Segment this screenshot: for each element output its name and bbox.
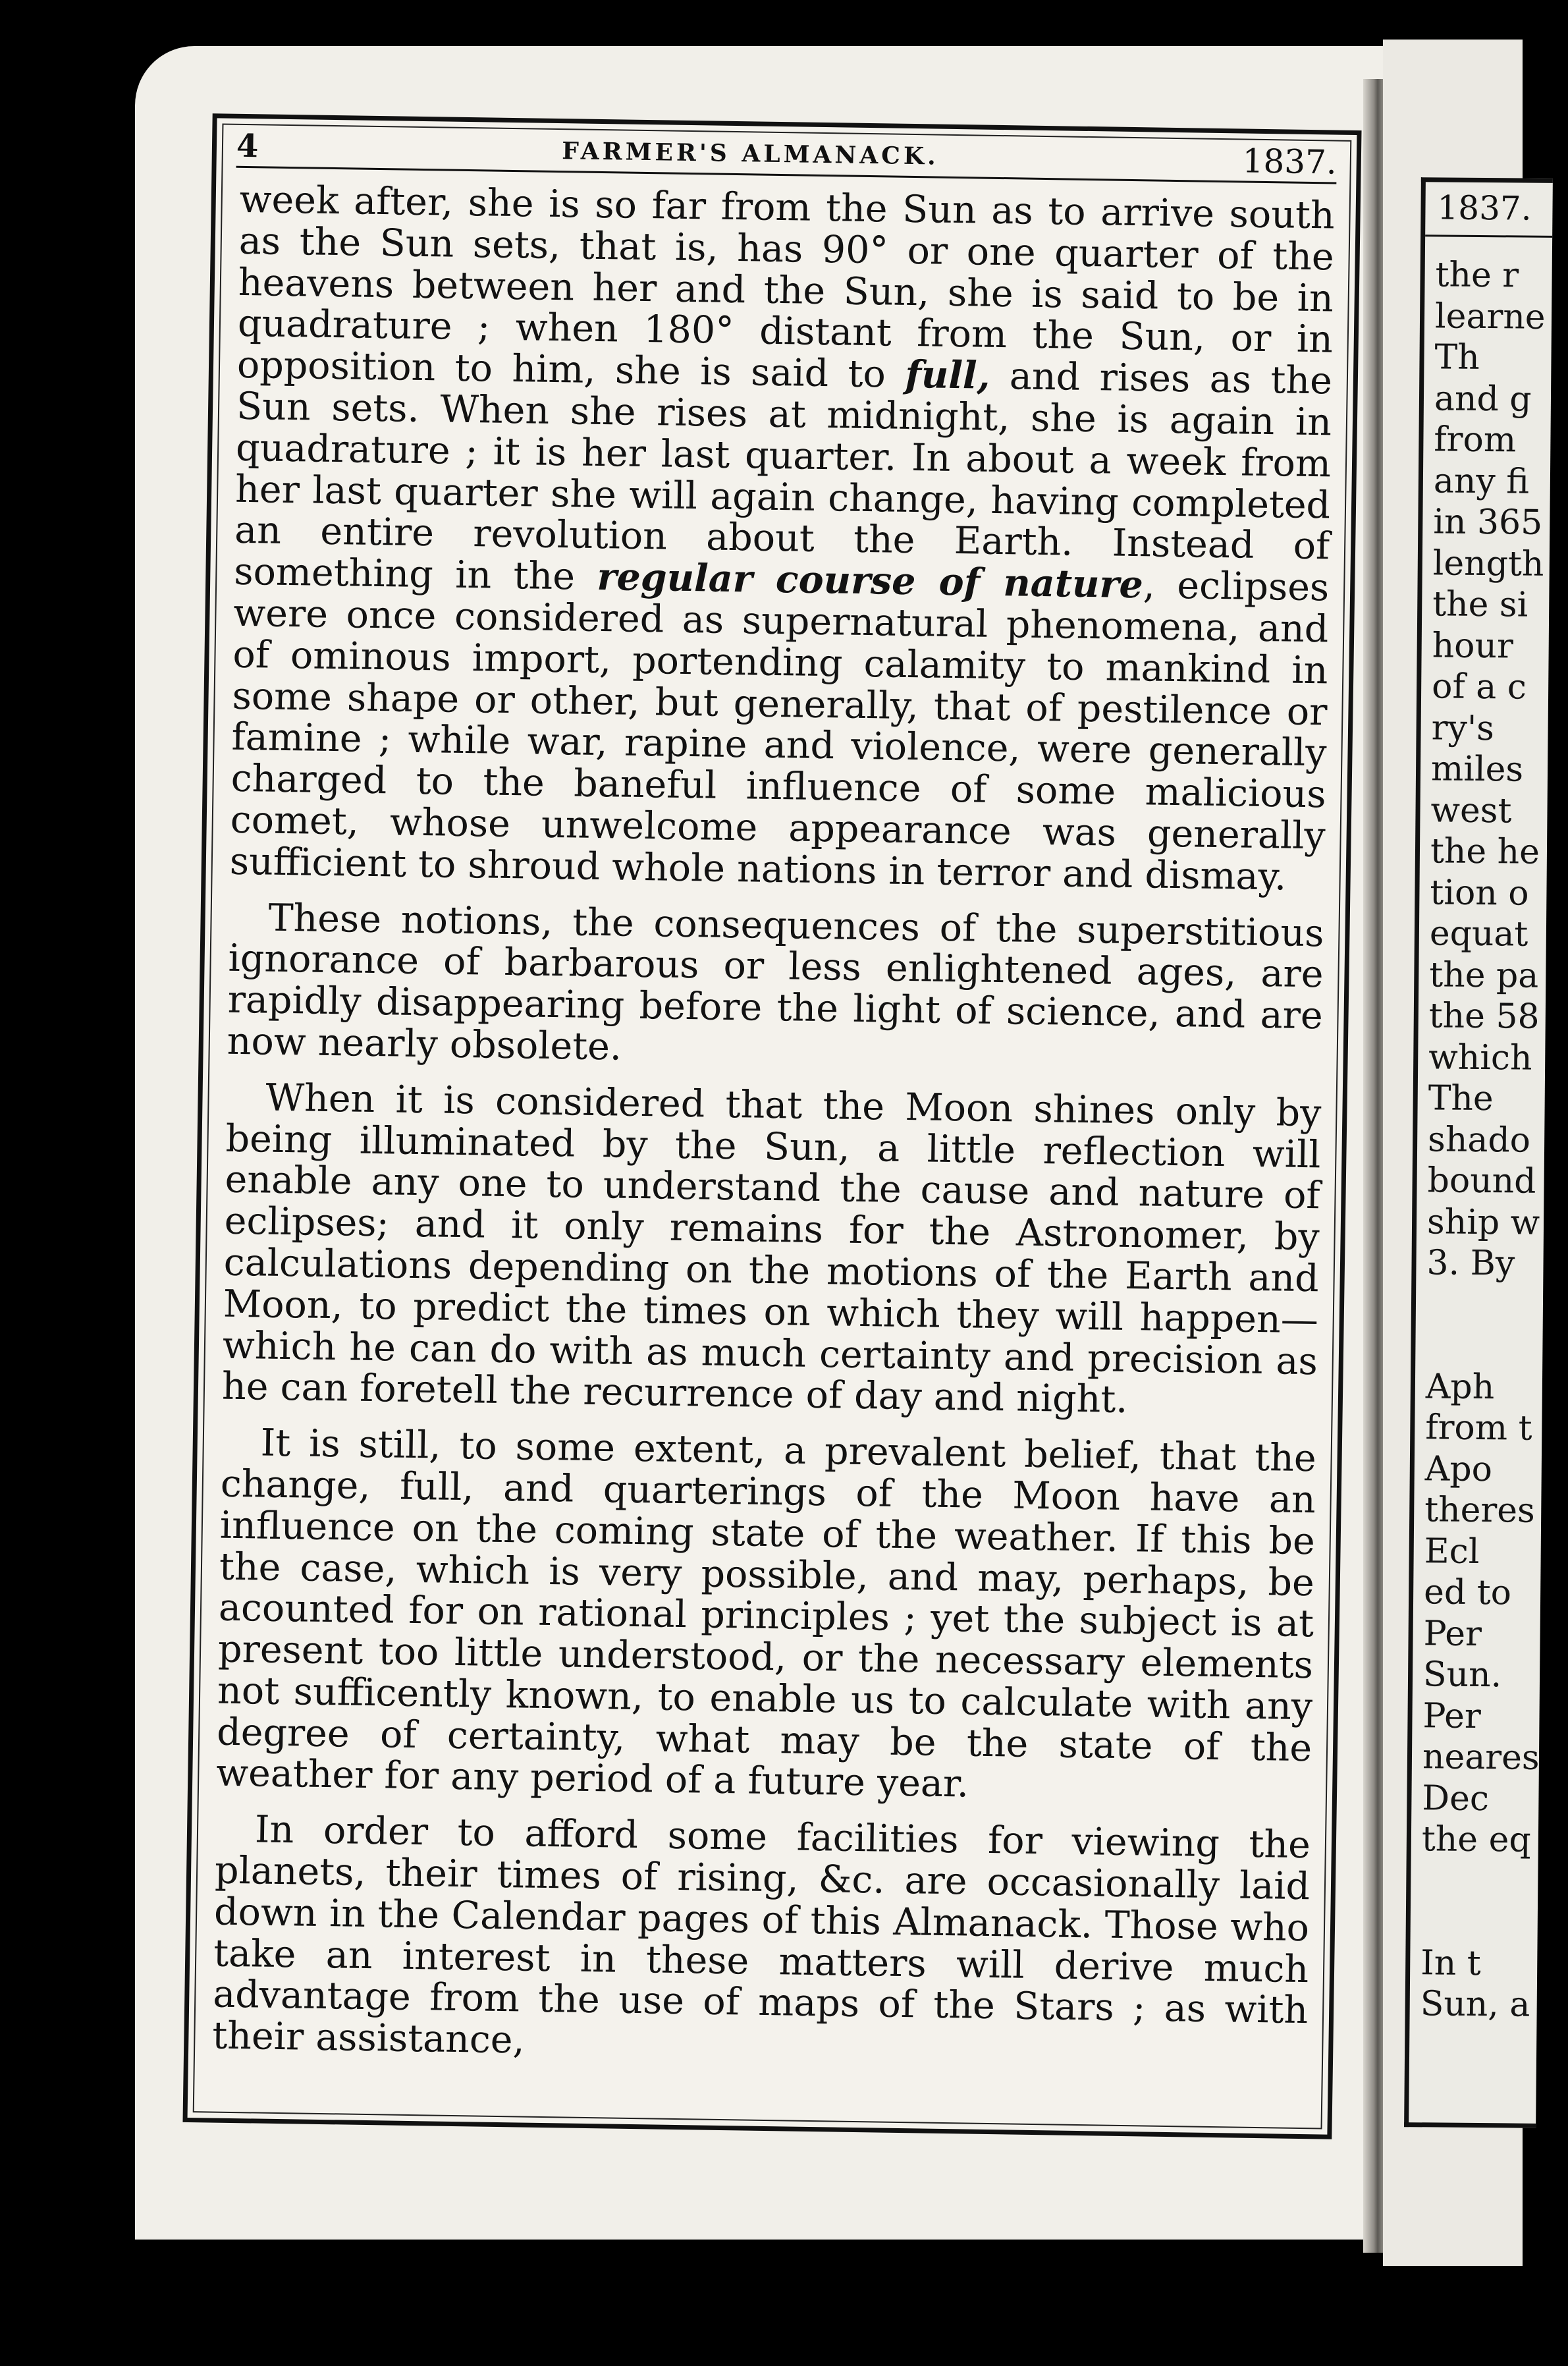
text-segment: , eclipses were once considered as supernatural phenomena, and of ominous import, portending calamity to mankind in some shape or other, but generally, that of pestilence or famine ; while war, rapine and violence, were generally charged to the baneful influence of some malicious comet, whose unwelcome appearance was generally sufficient to shroud whole nations in terror and dismay. [229, 563, 1330, 899]
paragraph [229, 179, 1335, 898]
body-text [212, 179, 1335, 2073]
facing-page-line: any fi [1433, 460, 1530, 502]
facing-page-line: of a c [1431, 667, 1527, 707]
facing-page-line: the he [1430, 831, 1540, 872]
emphasized-text: full, [904, 352, 990, 398]
paragraph [216, 1422, 1316, 1811]
paragraph [227, 896, 1324, 1078]
facing-page-line: tion o [1430, 872, 1529, 914]
facing-header-rule [1425, 234, 1552, 238]
text-segment: In order to afford some facilities for viewing the planets, their times of rising, &c. are occasionally laid down in the Calendar pages of this Almanack. Those who take an interest in these matters will derive much advantage from the use of maps of the Stars ; as with their assistance, [211, 1807, 1311, 2062]
facing-page-line: shado [1427, 1119, 1531, 1161]
facing-page-line: theres [1424, 1490, 1536, 1531]
header-year: 1837. [1242, 142, 1338, 182]
paragraph [222, 1076, 1322, 1423]
facing-page-line: Sun. [1422, 1655, 1502, 1695]
facing-page-line: Per [1423, 1613, 1482, 1654]
facing-page-line [1421, 1860, 1554, 1902]
page-number: 4 [236, 127, 259, 165]
text-frame [182, 113, 1361, 2139]
text-segment: These notions, the consequences of the superstitious ignorance of barbarous or less enlightened ages, are rapidly disappearing before the light of science, and are now nearly obsolete. [227, 896, 1324, 1069]
facing-page-line: Ecl [1424, 1531, 1480, 1572]
facing-page-line [1421, 1901, 1554, 1943]
facing-page-line: The [1428, 1078, 1494, 1119]
facing-page-line: bound [1427, 1161, 1536, 1201]
running-title: FARMER'S ALMANACK. [562, 137, 940, 171]
text-segment: It is still, to some extent, a prevalent belief, that the change, full, and quarterings of the Moon have an influence on the coming state of the weather. If this be the case, which is very possible, and may, perhaps, be acounted for on rational principles ; yet the subject is at present too little understood, or the necessary elements not sufficently known, to enable us to calculate with any degree of certainty, what may be the state of the weather for any period of a future year. [215, 1421, 1317, 1807]
facing-page-line: length [1432, 543, 1544, 584]
facing-page-line: neares [1422, 1737, 1540, 1778]
facing-page-line: Apo [1424, 1448, 1493, 1489]
facing-page-line: 3. By [1426, 1243, 1515, 1284]
facing-page-line: west [1430, 790, 1512, 831]
facing-page-line: equat [1429, 914, 1528, 954]
facing-page-line: Aph [1425, 1366, 1495, 1407]
facing-page-line: the eq [1421, 1819, 1531, 1860]
facing-page-line: the 58 [1428, 996, 1540, 1037]
facing-page-line: hour [1432, 625, 1514, 666]
emphasized-text: regular course of nature [597, 555, 1144, 607]
facing-page-line: ry's [1431, 707, 1495, 748]
facing-page-line: Th [1434, 337, 1480, 377]
facing-page-line: from t [1425, 1408, 1532, 1448]
text-segment: and rises as the Sun sets. When she rises at midnight, she is again in quadrature ; it is her last quarter. In about a week from her last quarter she will again change, having completed an entire revolution about the Earth. Instead of something in the [233, 354, 1333, 599]
facing-page-line: Per [1422, 1695, 1482, 1736]
facing-page-frame [1404, 177, 1553, 2128]
text-segment: When it is considered that the Moon shines only by being illuminated by the Sun, a little reflection will enable any one to understand the cause and nature of eclipses; and it only remains for the Astronomer, by calculations depending on the motions of the Earth and Moon, to predict the times on which they will happen—which he can do with as much certainty and precision as he can foretell the recurrence of day and night. [221, 1076, 1322, 1422]
facing-page-line: Sun, a [1420, 1984, 1530, 2025]
facing-page-line: miles [1430, 749, 1524, 790]
facing-page-text [1420, 254, 1567, 2025]
facing-page-line: from [1434, 420, 1517, 460]
facing-page-line: ship w [1426, 1201, 1540, 1243]
running-header [236, 126, 1337, 184]
facing-page-year: 1837. [1437, 188, 1532, 228]
facing-page-line: in 365 [1433, 502, 1543, 543]
facing-page-line: which [1428, 1037, 1532, 1078]
facing-page-line: ed to [1423, 1572, 1512, 1613]
text-segment: week after, she is so far from the Sun as to arrive south as the Sun sets, that is, has 90° or one quarter of the heavens between her and the Sun, she is said to be in quadrature ; when 180° distant from the Sun, or in opposition to him, she is said to [236, 177, 1336, 397]
facing-page-line: learne [1434, 296, 1546, 337]
paragraph [212, 1809, 1311, 2073]
facing-page-line: the pa [1429, 954, 1539, 996]
facing-page-line: and g [1434, 378, 1532, 420]
facing-page-line: the r [1435, 255, 1519, 296]
facing-page-line: the si [1432, 584, 1528, 625]
facing-page-line [1426, 1325, 1558, 1367]
facing-page-line [1426, 1284, 1559, 1326]
facing-page-line: In t [1420, 1942, 1481, 1983]
facing-page-line: Dec [1422, 1778, 1490, 1819]
